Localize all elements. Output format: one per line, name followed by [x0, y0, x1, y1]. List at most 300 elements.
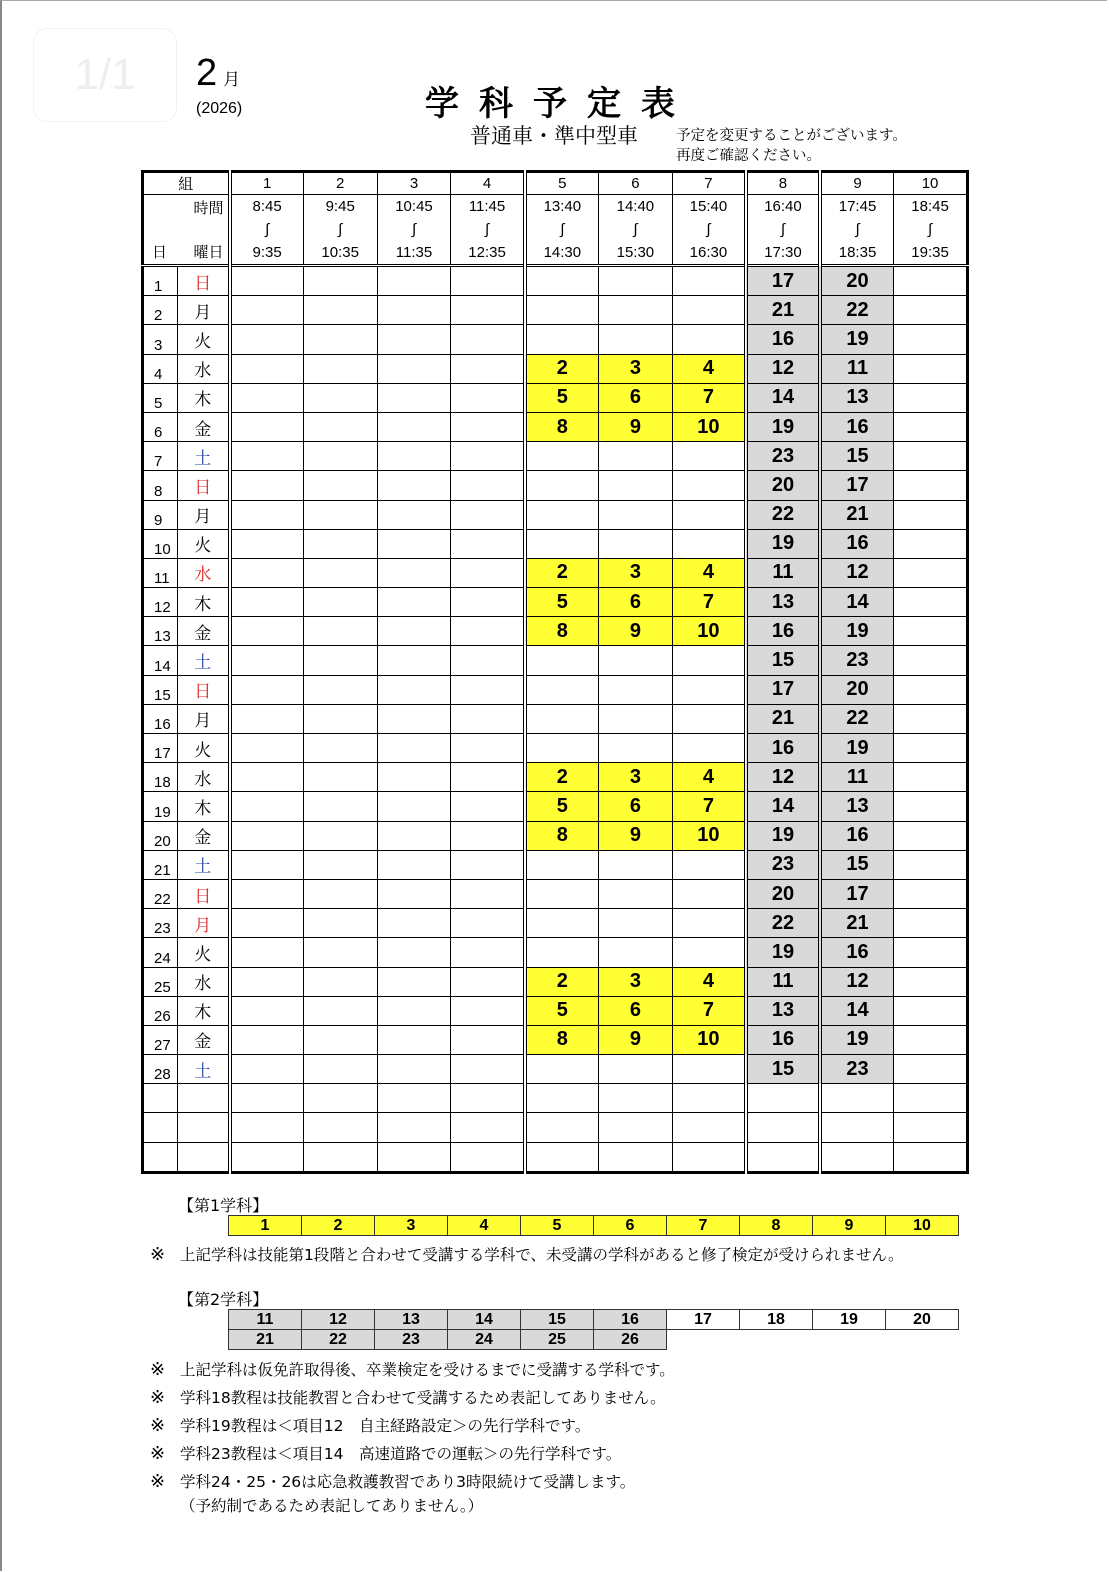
schedule-cell [230, 529, 304, 558]
weekday: 土 [178, 646, 230, 675]
schedule-cell [377, 850, 451, 879]
schedule-cell [303, 792, 377, 821]
weekday: 金 [178, 821, 230, 850]
course-number: 17 [667, 1310, 740, 1330]
start-time: 15:40 [689, 198, 728, 215]
schedule-cell: 16 [820, 938, 894, 967]
end-time: 19:35 [911, 244, 949, 261]
table-row [143, 1084, 968, 1113]
period-time [820, 195, 894, 266]
table-row [143, 792, 968, 821]
start-time: 14:40 [616, 198, 655, 215]
schedule-cell: 11 [746, 558, 820, 587]
schedule-cell [303, 1025, 377, 1054]
schedule-cell [377, 763, 451, 792]
schedule-cell [451, 500, 525, 529]
note-mark: ※ [150, 1415, 166, 1436]
schedule-cell [672, 938, 746, 967]
schedule-cell [598, 646, 672, 675]
weekday: 火 [178, 325, 230, 354]
table-row [143, 1142, 968, 1172]
schedule-cell [894, 617, 968, 646]
schedule-cell [820, 1113, 894, 1142]
schedule-cell: 6 [598, 792, 672, 821]
schedule-table [141, 170, 969, 1174]
schedule-cell [894, 558, 968, 587]
schedule-cell [451, 938, 525, 967]
schedule-cell [598, 500, 672, 529]
schedule-cell: 4 [672, 763, 746, 792]
schedule-cell: 13 [746, 996, 820, 1025]
period-time [598, 195, 672, 266]
table-row [143, 471, 968, 500]
schedule-cell: 6 [598, 588, 672, 617]
schedule-cell [230, 763, 304, 792]
table-row [143, 325, 968, 354]
schedule-cell: 15 [746, 646, 820, 675]
month-unit: 月 [223, 70, 241, 89]
end-time: 11:35 [395, 244, 433, 261]
schedule-cell [230, 704, 304, 733]
schedule-cell [303, 471, 377, 500]
schedule-cell [377, 354, 451, 383]
schedule-cell [230, 617, 304, 646]
end-time: 18:35 [838, 244, 877, 261]
course-number: 10 [886, 1216, 959, 1236]
schedule-cell [303, 821, 377, 850]
schedule-cell: 17 [820, 879, 894, 908]
group-label: 組 [143, 172, 230, 195]
schedule-cell [451, 442, 525, 471]
day-number: 2 [143, 296, 178, 325]
schedule-cell [377, 1055, 451, 1084]
table-row [143, 1113, 968, 1142]
schedule-cell [672, 646, 746, 675]
schedule-cell: 16 [820, 412, 894, 441]
schedule-cell [303, 1142, 377, 1172]
schedule-cell [377, 617, 451, 646]
table-row [143, 266, 968, 296]
weekday [178, 1113, 230, 1142]
schedule-cell [303, 325, 377, 354]
schedule-cell: 5 [525, 996, 599, 1025]
schedule-cell: 9 [598, 821, 672, 850]
schedule-cell [230, 354, 304, 383]
notice-line: 予定を変更することがございます。 [676, 128, 907, 144]
schedule-cell [451, 909, 525, 938]
weekday: 日 [178, 675, 230, 704]
schedule-cell: 11 [820, 763, 894, 792]
schedule-cell [598, 850, 672, 879]
weekday: 水 [178, 558, 230, 587]
weekday: 土 [178, 850, 230, 879]
schedule-cell [303, 1084, 377, 1113]
schedule-cell [377, 792, 451, 821]
schedule-cell [598, 296, 672, 325]
schedule-cell [894, 266, 968, 296]
schedule-cell [598, 1055, 672, 1084]
schedule-cell: 17 [746, 266, 820, 296]
schedule-cell [230, 588, 304, 617]
schedule-cell [894, 704, 968, 733]
first-course-bar [228, 1215, 959, 1236]
schedule-cell: 7 [672, 996, 746, 1025]
schedule-cell: 9 [598, 617, 672, 646]
schedule-cell [230, 1142, 304, 1172]
schedule-cell [672, 909, 746, 938]
weekday: 水 [178, 763, 230, 792]
tilde: ∫ [780, 221, 786, 238]
end-time: 9:35 [252, 244, 282, 261]
schedule-cell: 20 [746, 471, 820, 500]
weekday: 木 [178, 996, 230, 1025]
day-number: 16 [143, 704, 178, 733]
period-number: 4 [451, 172, 525, 195]
course-number: 14 [448, 1310, 521, 1330]
schedule-cell [303, 412, 377, 441]
schedule-cell [377, 879, 451, 908]
course-number: 2 [302, 1216, 375, 1236]
schedule-cell: 15 [746, 1055, 820, 1084]
table-row [143, 909, 968, 938]
schedule-cell [525, 734, 599, 763]
schedule-cell [230, 996, 304, 1025]
schedule-cell [230, 442, 304, 471]
schedule-cell [377, 442, 451, 471]
table-row [143, 967, 968, 996]
tilde: ∫ [928, 221, 933, 238]
change-notice [676, 126, 907, 166]
table-row [143, 734, 968, 763]
table-row [143, 383, 968, 412]
weekday [178, 1142, 230, 1172]
day-number: 19 [143, 792, 178, 821]
schedule-cell: 10 [672, 821, 746, 850]
schedule-cell [672, 734, 746, 763]
tilde: ∫ [484, 221, 490, 238]
schedule-cell: 2 [525, 354, 599, 383]
weekday: 月 [178, 909, 230, 938]
schedule-cell: 14 [820, 996, 894, 1025]
schedule-cell [451, 1084, 525, 1113]
weekday: 火 [178, 938, 230, 967]
time-weekday-header [143, 195, 230, 266]
schedule-cell [377, 529, 451, 558]
table-row [143, 704, 968, 733]
schedule-cell: 8 [525, 412, 599, 441]
schedule-cell [672, 266, 746, 296]
schedule-cell: 9 [598, 1025, 672, 1054]
schedule-cell [377, 909, 451, 938]
second-course-title: 【第2学科】 [178, 1290, 269, 1309]
page-title: 学科予定表 [425, 84, 695, 124]
day-number: 1 [143, 266, 178, 296]
schedule-cell [894, 325, 968, 354]
time-label: 時間 [193, 200, 224, 217]
course-number: 12 [302, 1310, 375, 1330]
schedule-cell [377, 1113, 451, 1142]
schedule-cell [894, 792, 968, 821]
note [150, 1358, 675, 1380]
table-row [143, 1025, 968, 1054]
schedule-cell [598, 675, 672, 704]
table-row [143, 558, 968, 587]
schedule-cell [451, 879, 525, 908]
schedule-cell [525, 1055, 599, 1084]
period-number: 1 [230, 172, 304, 195]
period-number: 2 [303, 172, 377, 195]
schedule-cell [525, 1142, 599, 1172]
day-number [143, 1142, 178, 1172]
day-number: 10 [143, 529, 178, 558]
schedule-cell [598, 471, 672, 500]
schedule-cell [894, 1113, 968, 1142]
schedule-cell: 11 [746, 967, 820, 996]
table-row [143, 646, 968, 675]
schedule-cell [377, 296, 451, 325]
course-number: 1 [229, 1216, 302, 1236]
schedule-cell [377, 967, 451, 996]
period-number: 10 [894, 172, 968, 195]
schedule-cell [672, 442, 746, 471]
schedule-cell: 6 [598, 383, 672, 412]
schedule-cell [451, 996, 525, 1025]
course-number: 25 [521, 1330, 594, 1350]
day-number: 4 [143, 354, 178, 383]
schedule-cell: 21 [746, 296, 820, 325]
schedule-cell: 8 [525, 1025, 599, 1054]
table-row [143, 938, 968, 967]
schedule-cell [598, 1084, 672, 1113]
weekday [178, 1084, 230, 1113]
schedule-cell [377, 734, 451, 763]
schedule-cell: 20 [746, 879, 820, 908]
day-number: 17 [143, 734, 178, 763]
schedule-cell [672, 879, 746, 908]
note [150, 1386, 666, 1408]
schedule-cell [451, 588, 525, 617]
weekday: 月 [178, 296, 230, 325]
schedule-cell [377, 1025, 451, 1054]
day-label: 日 [152, 244, 168, 261]
schedule-cell: 19 [746, 529, 820, 558]
schedule-cell [377, 588, 451, 617]
schedule-cell [525, 529, 599, 558]
schedule-cell [451, 558, 525, 587]
schedule-cell [303, 967, 377, 996]
course-number: 3 [375, 1216, 448, 1236]
schedule-cell [451, 734, 525, 763]
schedule-cell: 16 [746, 1025, 820, 1054]
schedule-cell [451, 821, 525, 850]
course-number: 20 [886, 1310, 959, 1330]
schedule-cell [377, 675, 451, 704]
weekday: 月 [178, 500, 230, 529]
schedule-cell [894, 938, 968, 967]
schedule-cell [894, 354, 968, 383]
weekday: 木 [178, 792, 230, 821]
schedule-cell [672, 325, 746, 354]
schedule-cell [598, 1142, 672, 1172]
schedule-cell [451, 412, 525, 441]
period-time [451, 195, 525, 266]
schedule-cell: 4 [672, 967, 746, 996]
schedule-cell [672, 675, 746, 704]
note-text: 学科19教程は＜項目12 自主経路設定＞の先行学科です。 [180, 1417, 591, 1435]
schedule-cell: 23 [746, 850, 820, 879]
table-row [143, 296, 968, 325]
note [150, 1414, 590, 1436]
table-row [143, 850, 968, 879]
schedule-cell [230, 850, 304, 879]
schedule-cell [894, 471, 968, 500]
schedule-cell: 20 [820, 675, 894, 704]
weekday: 木 [178, 383, 230, 412]
month-number: 2 [196, 52, 218, 94]
table-row [143, 763, 968, 792]
schedule-cell: 14 [746, 792, 820, 821]
schedule-cell: 19 [746, 821, 820, 850]
schedule-cell [230, 296, 304, 325]
schedule-cell [525, 1113, 599, 1142]
schedule-cell: 12 [820, 967, 894, 996]
course-number: 4 [448, 1216, 521, 1236]
table-row [143, 996, 968, 1025]
schedule-cell: 14 [746, 383, 820, 412]
schedule-cell: 19 [820, 617, 894, 646]
schedule-cell: 20 [820, 266, 894, 296]
schedule-cell [451, 850, 525, 879]
end-time: 12:35 [468, 244, 506, 261]
schedule-cell [894, 1084, 968, 1113]
schedule-cell: 14 [820, 588, 894, 617]
schedule-cell [894, 1142, 968, 1172]
page-indicator: 1/1 [33, 28, 177, 122]
schedule-cell [303, 1055, 377, 1084]
course-number: 8 [740, 1216, 813, 1236]
weekday: 金 [178, 412, 230, 441]
schedule-cell: 2 [525, 558, 599, 587]
day-number: 26 [143, 996, 178, 1025]
schedule-cell [230, 792, 304, 821]
day-number: 15 [143, 675, 178, 704]
schedule-cell [230, 938, 304, 967]
schedule-cell [451, 646, 525, 675]
schedule-cell: 5 [525, 383, 599, 412]
table-row [143, 412, 968, 441]
period-number: 6 [598, 172, 672, 195]
schedule-cell [598, 529, 672, 558]
schedule-cell [672, 850, 746, 879]
schedule-cell [451, 704, 525, 733]
schedule-cell: 6 [598, 996, 672, 1025]
schedule-cell [377, 938, 451, 967]
schedule-cell [672, 296, 746, 325]
schedule-cell [230, 412, 304, 441]
schedule-cell [230, 500, 304, 529]
schedule-cell [894, 296, 968, 325]
schedule-cell [525, 266, 599, 296]
day-number: 25 [143, 967, 178, 996]
schedule-cell: 12 [746, 763, 820, 792]
period-time [230, 195, 304, 266]
schedule-cell: 15 [820, 850, 894, 879]
weekday: 日 [178, 266, 230, 296]
schedule-cell [525, 879, 599, 908]
schedule-cell [303, 879, 377, 908]
day-number: 13 [143, 617, 178, 646]
schedule-cell: 7 [672, 792, 746, 821]
table-row [143, 617, 968, 646]
schedule-cell [230, 967, 304, 996]
schedule-cell [230, 1084, 304, 1113]
table-row [143, 879, 968, 908]
schedule-cell [598, 909, 672, 938]
schedule-cell [598, 734, 672, 763]
schedule-cell [746, 1113, 820, 1142]
schedule-cell [598, 442, 672, 471]
period-time [746, 195, 820, 266]
end-time: 14:30 [543, 244, 582, 261]
day-number: 28 [143, 1055, 178, 1084]
schedule-cell [451, 529, 525, 558]
schedule-cell: 9 [598, 412, 672, 441]
course-number: 5 [521, 1216, 594, 1236]
schedule-cell [672, 500, 746, 529]
schedule-cell [377, 821, 451, 850]
schedule-cell: 4 [672, 558, 746, 587]
schedule-cell [451, 266, 525, 296]
schedule-cell: 7 [672, 383, 746, 412]
period-time [894, 195, 968, 266]
schedule-cell: 4 [672, 354, 746, 383]
note-text: 学科24・25・26は応急救護教習であり3時限続けて受講します。 [180, 1473, 636, 1491]
schedule-cell [451, 763, 525, 792]
schedule-cell: 21 [820, 500, 894, 529]
schedule-cell: 12 [746, 354, 820, 383]
schedule-cell [230, 879, 304, 908]
schedule-cell [894, 763, 968, 792]
table-row [143, 1055, 968, 1084]
schedule-cell [230, 909, 304, 938]
schedule-cell [894, 909, 968, 938]
tilde: ∫ [633, 221, 638, 238]
schedule-cell [894, 529, 968, 558]
schedule-cell [598, 938, 672, 967]
course-number: 6 [594, 1216, 667, 1236]
schedule-cell: 16 [746, 617, 820, 646]
schedule-cell: 8 [525, 821, 599, 850]
course-number: 26 [594, 1330, 667, 1350]
table-row [143, 821, 968, 850]
schedule-cell [377, 471, 451, 500]
schedule-cell [451, 967, 525, 996]
schedule-cell [377, 704, 451, 733]
note-continuation: （予約制であるため表記してありません。） [180, 1497, 484, 1515]
schedule-cell: 22 [820, 704, 894, 733]
weekday: 日 [178, 471, 230, 500]
schedule-cell [303, 938, 377, 967]
schedule-cell [451, 617, 525, 646]
schedule-cell [451, 1142, 525, 1172]
schedule-cell [746, 1084, 820, 1113]
start-time: 16:40 [764, 198, 802, 215]
schedule-cell [672, 1055, 746, 1084]
period-number: 3 [377, 172, 451, 195]
schedule-cell: 23 [746, 442, 820, 471]
schedule-cell [303, 909, 377, 938]
schedule-cell: 23 [820, 1055, 894, 1084]
